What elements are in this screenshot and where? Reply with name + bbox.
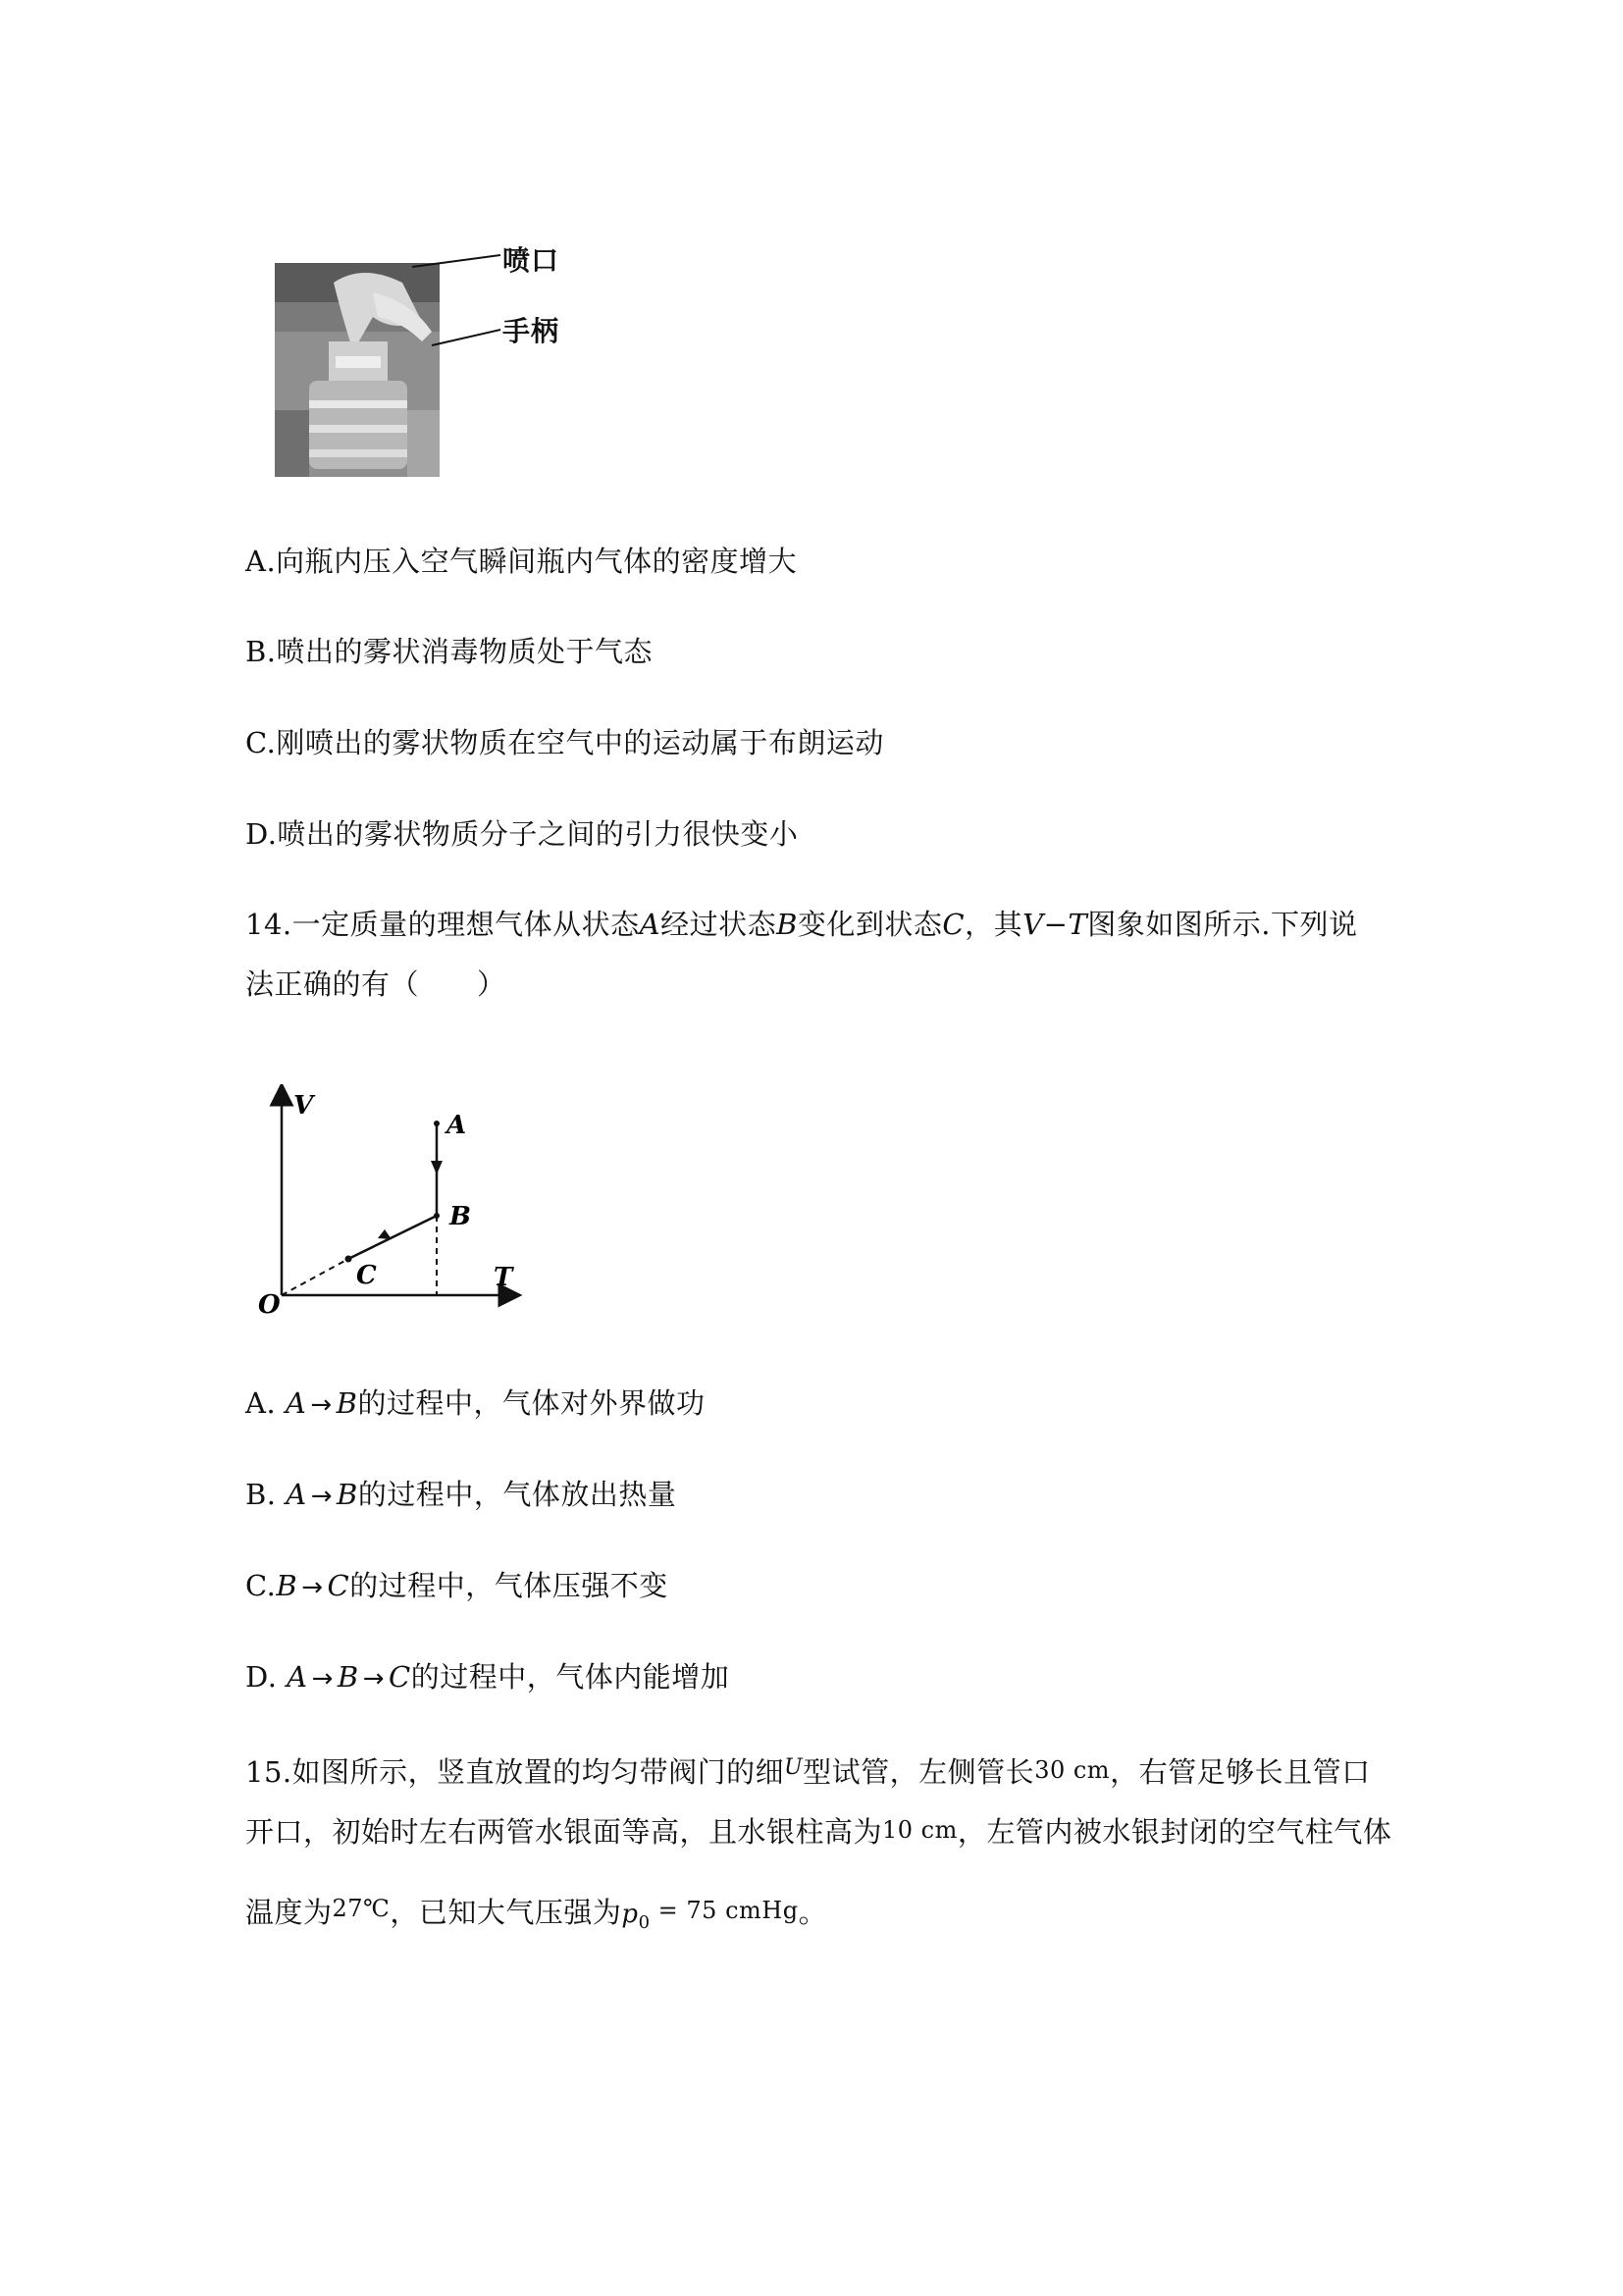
q14-state-a: A (639, 908, 661, 941)
q15-text: ，左管内被水银封闭的空气柱气体 (957, 1815, 1392, 1849)
option-prefix: D. (245, 1660, 278, 1694)
option-prefix: C. (245, 1569, 277, 1602)
state-mid: B (337, 1660, 359, 1694)
q14-stem-line2: 法正确的有（ ） (245, 967, 506, 1001)
q15-text: ，右管足够长且管口 (1110, 1755, 1371, 1789)
option-text: 的过程中，气体放出热量 (357, 1478, 677, 1511)
state-to: C (389, 1660, 411, 1694)
q15-line3 (245, 1889, 827, 1943)
graph-axis-t: T (494, 1263, 513, 1292)
q14-text: 图象如图所示.下列说 (1087, 908, 1358, 941)
q15-text: 15.如图所示，竖直放置的均匀带阀门的细 (245, 1755, 785, 1789)
arrow-icon: → (310, 1482, 333, 1511)
q14-option-d (245, 1657, 729, 1698)
q13-option-d: D.喷出的雾状物质分子之间的引力很快变小 (245, 817, 799, 851)
state-from: A (285, 1386, 307, 1420)
q14-text: 14.一定质量的理想气体从状态 (245, 908, 640, 941)
arrow-icon: → (311, 1664, 334, 1694)
point-c (345, 1256, 352, 1263)
arrow-icon: → (301, 1573, 324, 1602)
state-from: B (276, 1569, 298, 1602)
state-to: B (336, 1386, 358, 1420)
graph-label-b: B (449, 1202, 471, 1231)
q15-line2 (245, 1810, 1391, 1852)
arrow-a-b (431, 1161, 443, 1174)
q15-pressure-symbol: p (621, 1900, 639, 1929)
graph-origin: O (258, 1290, 281, 1320)
q14-dash: − (1043, 908, 1069, 941)
q14-text: 变化到状态 (797, 908, 943, 941)
q14-state-c: C (942, 908, 966, 941)
option-prefix: B. (245, 1478, 277, 1511)
option-text: 的过程中，气体内能增加 (410, 1660, 730, 1694)
q13-option-c: C.刚喷出的雾状物质在空气中的运动属于布朗运动 (245, 726, 884, 759)
q13-option-b: B.喷出的雾状消毒物质处于气态 (245, 635, 654, 668)
q15-temp: 27℃ (332, 1895, 391, 1922)
handle-label: 手柄 (502, 315, 560, 347)
q14-option-b (245, 1475, 676, 1516)
q14-text: 经过状态 (660, 908, 777, 941)
arrow-icon: → (310, 1390, 333, 1420)
q15-text: 温度为 (245, 1896, 333, 1929)
state-to: B (337, 1478, 358, 1511)
q15-pressure-sub: 0 (638, 1912, 651, 1933)
q15-text: ，已知大气压强为 (390, 1896, 622, 1929)
graph-axis-v: V (293, 1091, 314, 1121)
q14-option-c (245, 1566, 668, 1607)
q13-option-a: A.向瓶内压入空气瞬间瓶内气体的密度增大 (245, 545, 798, 578)
arrow-icon: → (362, 1664, 386, 1694)
q15-length: 30 cm (1034, 1756, 1111, 1784)
dashed-origin-c (282, 1259, 348, 1295)
q14-text: ，其 (965, 908, 1023, 941)
point-b (434, 1213, 440, 1219)
q15-text: 开口，初始时左右两管水银面等高，且水银柱高为 (245, 1815, 883, 1849)
arrow-b-c (378, 1229, 392, 1239)
v-t-graph (250, 1084, 535, 1320)
q15-line1 (245, 1748, 1371, 1792)
state-from: A (286, 1478, 307, 1511)
q14-axis-v: V (1022, 908, 1044, 941)
state-from: A (287, 1660, 308, 1694)
option-text: 的过程中，气体对外界做功 (357, 1386, 706, 1420)
graph-label-a: A (446, 1111, 467, 1140)
point-a (434, 1121, 440, 1126)
option-text: 的过程中，气体压强不变 (349, 1569, 668, 1602)
q14-state-b: B (776, 908, 798, 941)
option-prefix: A. (245, 1386, 277, 1420)
graph-label-c: C (356, 1261, 377, 1290)
q15-text: 。 (798, 1896, 828, 1929)
q14-stem-line1 (245, 905, 1357, 944)
q14-option-a (245, 1383, 705, 1425)
state-to: C (327, 1569, 350, 1602)
nozzle-label: 喷口 (502, 244, 560, 277)
q15-u: U (784, 1755, 804, 1780)
q14-axis-t: T (1068, 908, 1088, 941)
q15-text: 型试管，左侧管长 (803, 1755, 1035, 1789)
q15-height: 10 cm (882, 1816, 958, 1844)
segment-b-c (348, 1216, 437, 1259)
q15-pressure-value: = 75 cmHg (650, 1897, 799, 1924)
